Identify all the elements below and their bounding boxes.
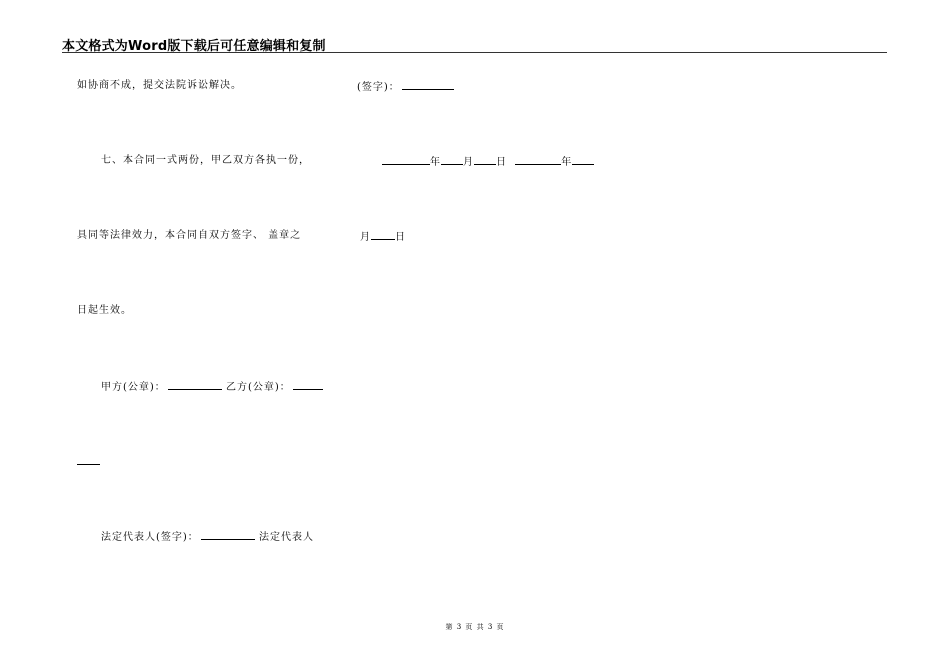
date-field-row [382,154,594,170]
day-label: 日 [496,157,507,168]
party-seal-row [101,379,323,395]
page-footer [0,622,950,632]
month-blank [441,154,463,165]
legal-rep-a-label: 法定代表人(签字)： [101,532,199,543]
clause-text: 七、本合同一式两份，甲乙双方各执一份， [101,155,310,166]
year-blank [515,154,561,165]
clause-text: 日起生效。 [77,305,132,316]
clause-text-line-3 [77,229,301,243]
clause-text-line-2 [101,154,310,168]
day-blank [371,229,395,240]
party-b-seal-blank [293,379,323,390]
party-b-seal-blank-continued [77,454,100,465]
date-field-row-continued [360,229,406,245]
header-title: 本文格式为Word版下载后可任意编辑和复制 [62,39,326,54]
legal-rep-row [101,529,314,545]
legal-rep-a-blank [201,529,255,540]
clause-text: 具同等法律效力，本合同自双方签字、 盖章之 [77,230,302,241]
month-blank [572,154,594,165]
year-label: 年 [430,157,441,168]
signature-blank [402,79,454,90]
signature-field-row [357,79,454,95]
party-b-seal-label: 乙方(公章)： [226,382,291,393]
legal-rep-b-label: 法定代表人 [259,532,314,543]
header-divider [62,52,887,53]
year-blank [382,154,430,165]
signature-label: (签字)： [357,82,400,93]
day-label: 日 [395,232,406,243]
year-label: 年 [561,157,573,168]
month-label: 月 [463,157,474,168]
clause-text: 如协商不成，提交法院诉讼解决。 [77,80,242,91]
clause-text-line-4 [77,304,132,318]
party-seal-row-continued [77,454,100,470]
page-indicator: 第 3 页 共 3 页 [445,623,505,631]
day-blank [474,154,496,165]
party-a-seal-blank [168,379,222,390]
party-a-seal-label: 甲方(公章)： [101,382,166,393]
month-label: 月 [360,232,371,243]
clause-text-line-1 [77,79,242,93]
